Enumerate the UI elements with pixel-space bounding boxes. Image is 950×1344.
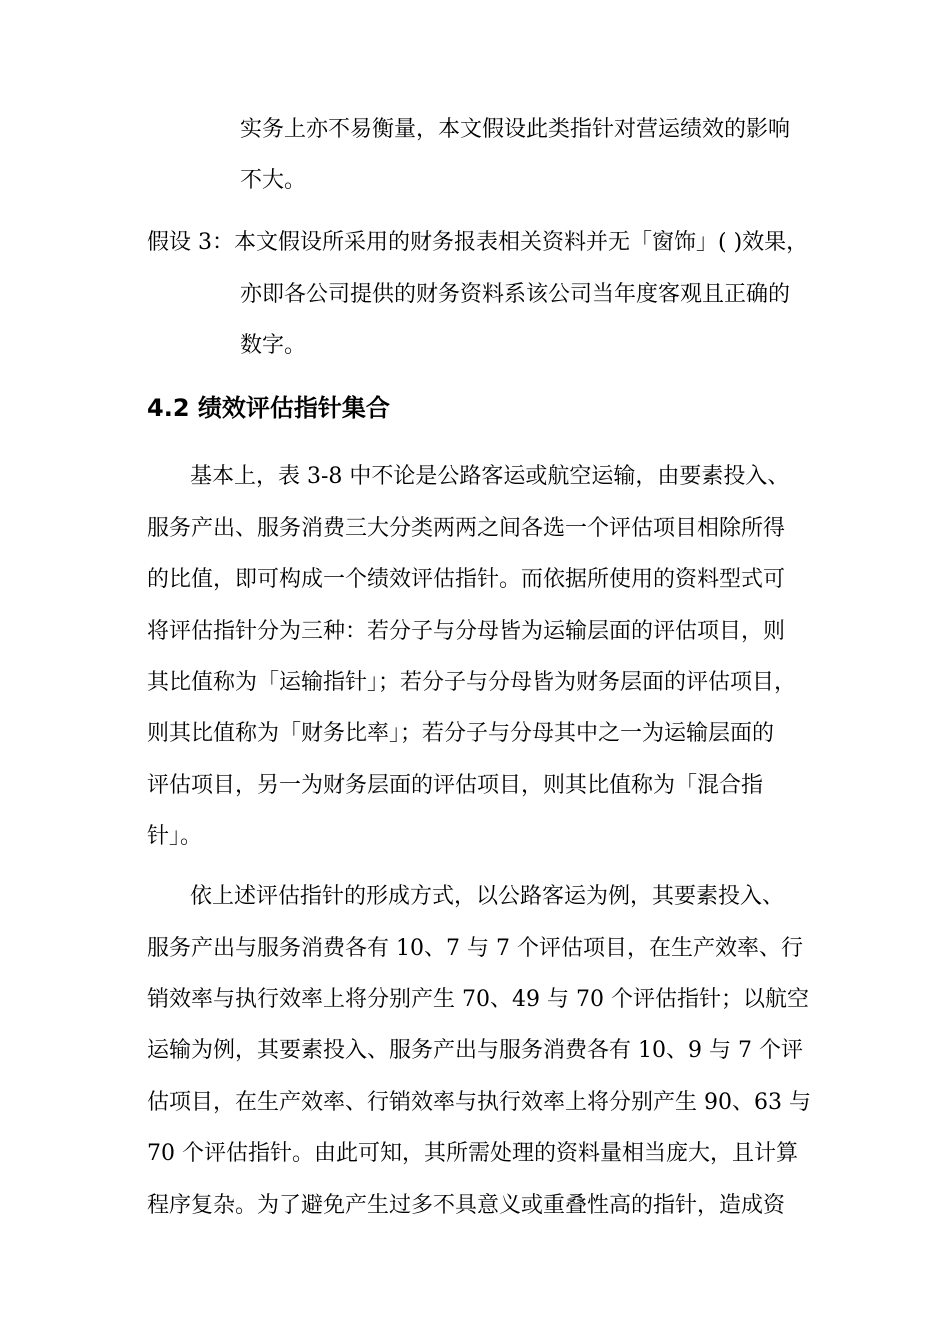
paragraph-2-line: 运输为例，其要素投入、服务产出与服务消费各有 10、9 与 7 个评 (147, 1038, 803, 1063)
paragraph-2-line: 依上述评估指针的形成方式，以公路客运为例，其要素投入、 (190, 884, 785, 909)
paragraph-1-line: 评估项目，另一为财务层面的评估项目，则其比值称为「混合指 (147, 773, 764, 798)
paragraph-1-line: 其比值称为「运输指针」；若分子与分母皆为财务层面的评估项目， (147, 670, 797, 695)
assumption-2-line-1: 实务上亦不易衡量，本文假设此类指针对营运绩效的影响 (240, 117, 791, 142)
paragraph-1-line: 将评估指针分为三种：若分子与分母皆为运输层面的评估项目，则 (147, 619, 786, 644)
paragraph-2-line: 服务产出与服务消费各有 10、7 与 7 个评估项目，在生产效率、行 (147, 936, 803, 961)
paragraph-2-line: 估项目，在生产效率、行销效率与执行效率上将分别产生 90、63 与 (147, 1090, 811, 1115)
paragraph-1-line: 则其比值称为「财务比率」；若分子与分母其中之一为运输层面的 (147, 721, 775, 746)
paragraph-1-line: 针」。 (147, 824, 203, 849)
paragraph-2-line: 销效率与执行效率上将分别产生 70、49 与 70 个评估指针；以航空 (147, 987, 809, 1012)
assumption-3-line-3: 数字。 (240, 333, 307, 358)
section-heading: 4.2 绩效评估指针集合 (147, 394, 390, 422)
assumption-3-line-2: 亦即各公司提供的财务资料系该公司当年度客观且正确的 (240, 282, 791, 307)
paragraph-1-line: 的比值，即可构成一个绩效评估指针。而依据所使用的资料型式可 (147, 567, 786, 592)
assumption-3-line-1: 假设 3：本文假设所采用的财务报表相关资料并无「窗饰」( )效果， (147, 230, 809, 255)
paragraph-1-line: 服务产出、服务消费三大分类两两之间各选一个评估项目相除所得 (147, 516, 786, 541)
assumption-2-line-2: 不大。 (240, 168, 307, 193)
paragraph-2-line: 程序复杂。为了避免产生过多不具意义或重叠性高的指针，造成资 (147, 1193, 786, 1218)
paragraph-2-line: 70 个评估指针。由此可知，其所需处理的资料量相当庞大，且计算 (147, 1141, 798, 1166)
paragraph-1-line: 基本上，表 3-8 中不论是公路客运或航空运输，由要素投入、 (190, 464, 790, 489)
